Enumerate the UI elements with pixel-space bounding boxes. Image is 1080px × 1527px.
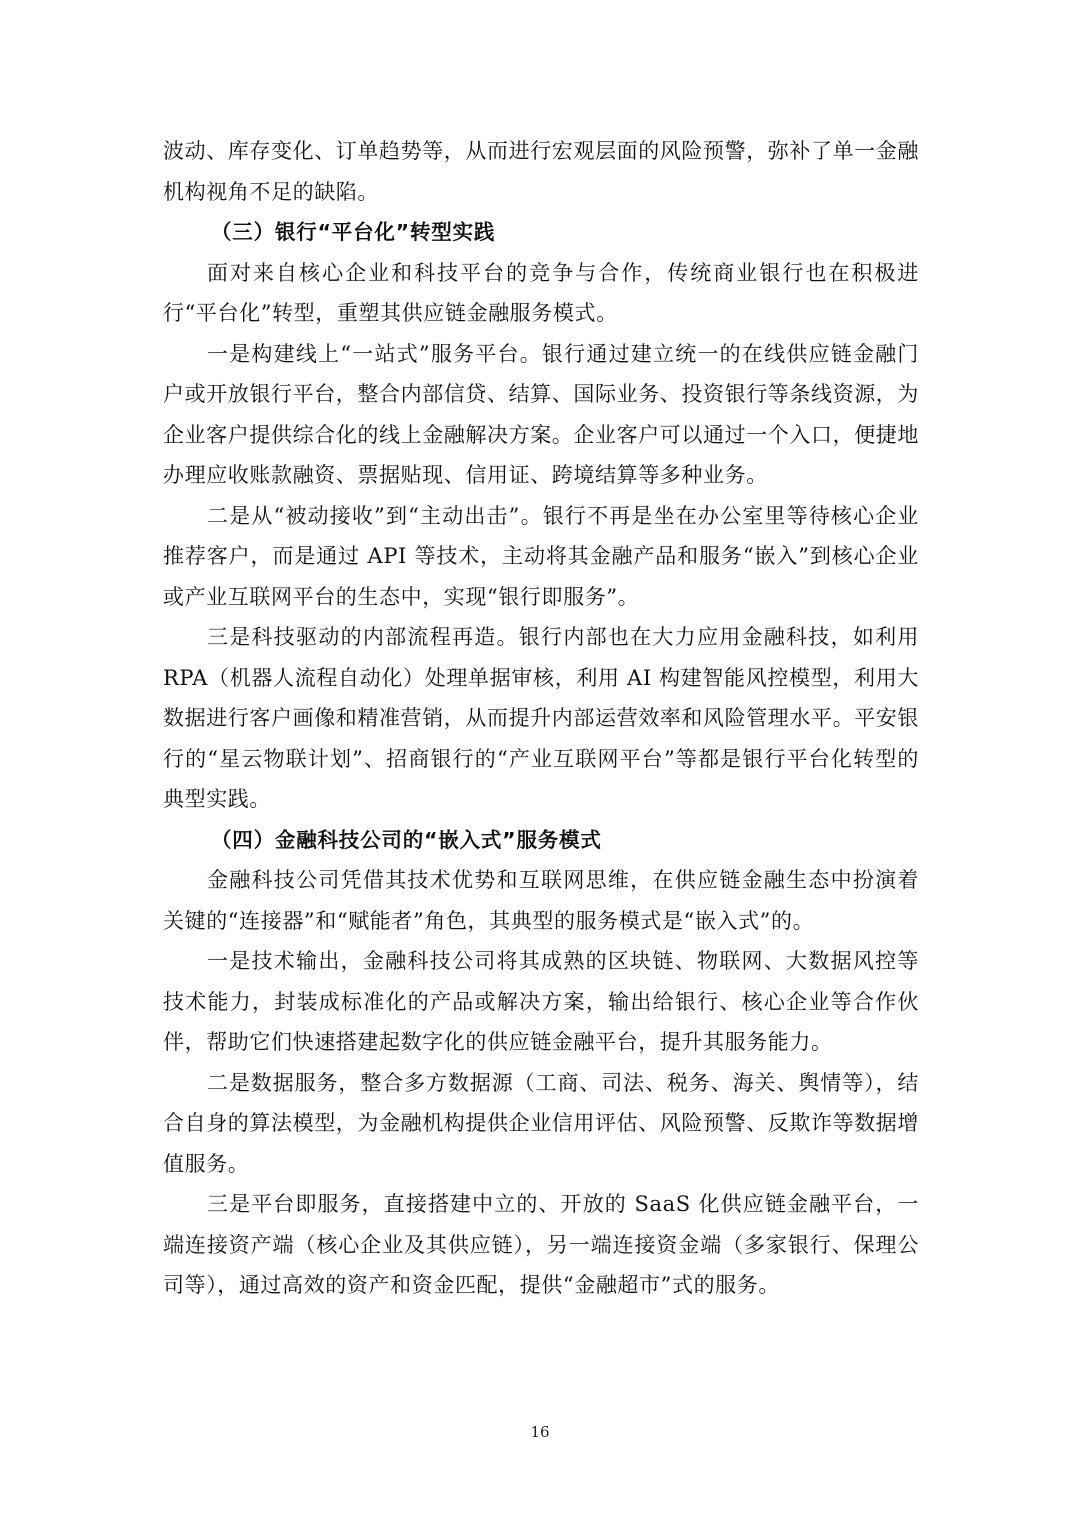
paragraph: 二是数据服务，整合多方数据源（工商、司法、税务、海关、舆情等），结合自身的算法模型，为金融机构提供企业信用评估、风险预警、反欺诈等数据增值服务。: [163, 1070, 919, 1176]
paragraph: 一是构建线上“一站式”服务平台。银行通过建立统一的在线供应链金融门户或开放银行平台，整合内部信贷、结算、国际业务、投资银行等条线资源，为企业客户提供综合化的线上金融解决方案。企业客户可以通过一个入口，便捷地办理应收账款融资、票据贴现、信用证、跨境结算等多种业务。: [163, 341, 919, 487]
paragraph: 金融科技公司凭借其技术优势和互联网思维，在供应链金融生态中扮演着关键的“连接器”和“赋能者”角色，其典型的服务模式是“嵌入式”的。: [163, 868, 919, 933]
paragraph: 三是平台即服务，直接搭建中立的、开放的 SaaS 化供应链金融平台，一端连接资产端（核心企业及其供应链），另一端连接资金端（多家银行、保理公司等），通过高效的资产和资金匹配，提供“金融超市”式的服务。: [163, 1192, 919, 1297]
section-heading-3: （三）银行“平台化”转型实践: [211, 220, 496, 244]
paragraph: 面对来自核心企业和科技平台的竞争与合作，传统商业银行也在积极进行“平台化”转型，重塑其供应链金融服务模式。: [163, 260, 919, 325]
paragraph: 三是科技驱动的内部流程再造。银行内部也在大力应用金融科技，如利用 RPA（机器人流程自动化）处理单据审核，利用 AI 构建智能风控模型，利用大数据进行客户画像和精准营销，从而提升内部运营效率和风险管理水平。平安银行的“星云物联计划”、招商银行的“产业互联网平台”等都是银行平台化转型的典型实践。: [163, 625, 919, 811]
section-heading-4: （四）金融科技公司的“嵌入式”服务模式: [211, 827, 602, 852]
paragraph-continued: 波动、库存变化、订单趋势等，从而进行宏观层面的风险预警，弥补了单一金融机构视角不足的缺陷。: [163, 139, 919, 204]
paragraph: 一是技术输出，金融科技公司将其成熟的区块链、物联网、大数据风控等技术能力，封装成标准化的产品或解决方案，输出给银行、核心企业等合作伙伴，帮助它们快速搭建起数字化的供应链金融平台，提升其服务能力。: [163, 949, 919, 1054]
page-body: [163, 131, 919, 1306]
page-number: 16: [530, 1423, 550, 1441]
paragraph: 二是从“被动接收”到“主动出击”。银行不再是坐在办公室里等待核心企业推荐客户，而是通过 API 等技术，主动将其金融产品和服务“嵌入”到核心企业或产业互联网平台的生态中，实现“银行即服务”。: [163, 503, 919, 609]
